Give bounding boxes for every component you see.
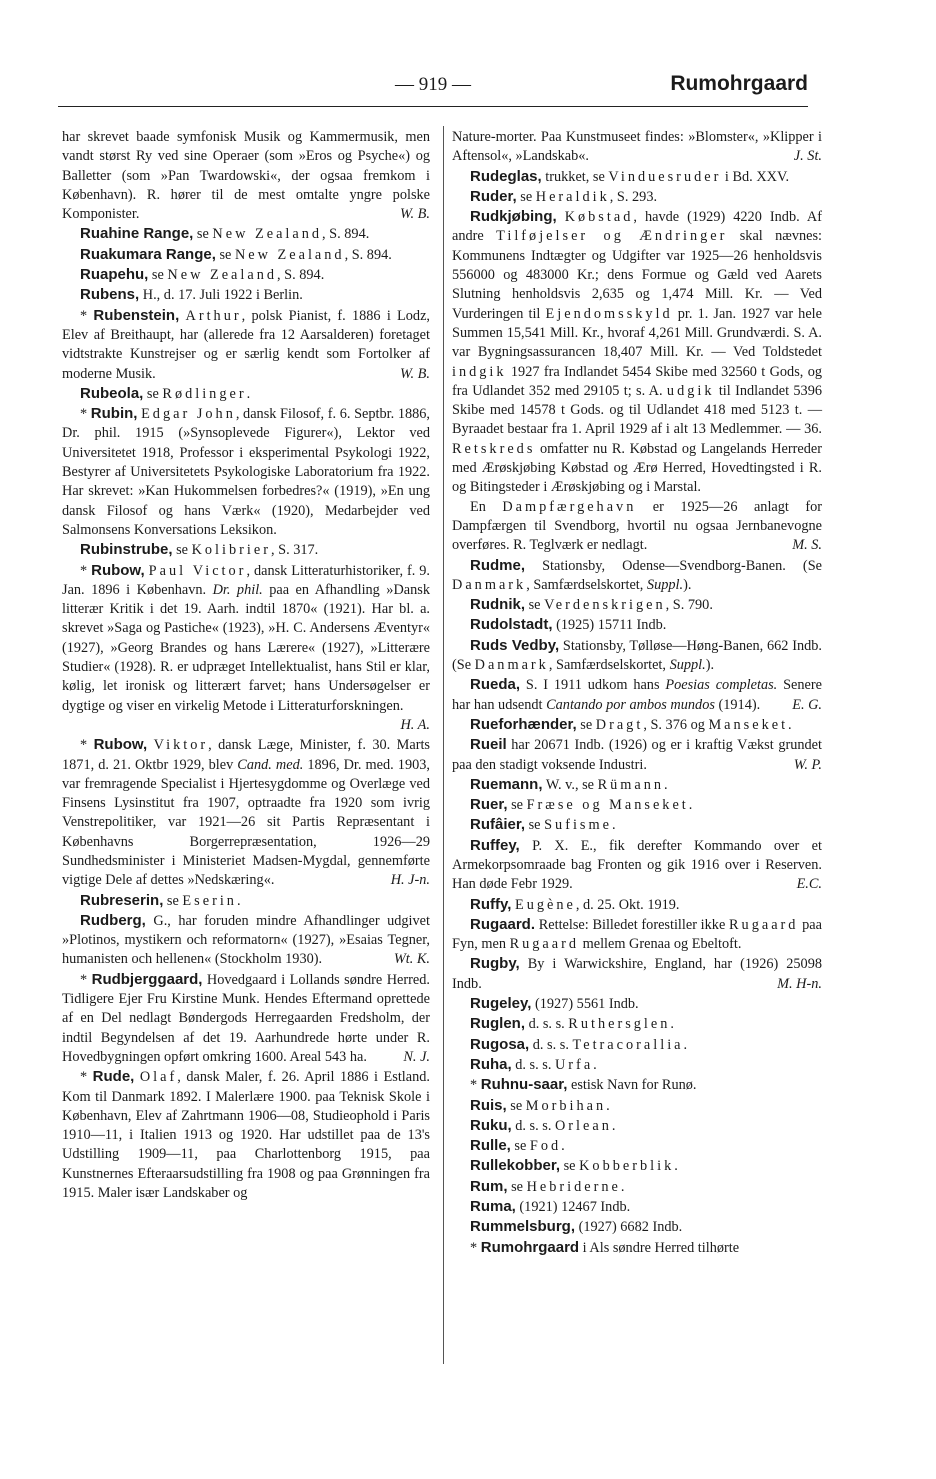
headword: Rummelsburg,	[470, 1218, 576, 1236]
headword: Rugosa,	[470, 1035, 530, 1053]
entry-ruku: Ruku, d. s. s. Orlean.	[470, 1116, 616, 1134]
cross-reference: New Zealand	[167, 267, 278, 284]
headword: Ruma,	[470, 1198, 516, 1216]
cross-reference: Verdenskrigen	[544, 597, 666, 614]
entry-rullekobber: Rullekobber, se Kobberblik.	[470, 1157, 678, 1175]
headword: Rubenstein,	[93, 306, 180, 324]
cross-reference: New Zealand	[234, 246, 345, 263]
headword: Ruhnu-saar,	[480, 1076, 568, 1094]
left-column	[62, 128, 430, 1203]
entry-rueil: Rueil har 20671 Indb. (1926) og er i kraftig Vækst grundet paa den stadigt voksende Industri. W. P.	[452, 735, 822, 775]
cross-reference: Danmark	[474, 657, 549, 674]
entry-ruma: Ruma, (1921) 12467 Indb.	[470, 1198, 631, 1216]
headword: Ruffy,	[470, 895, 512, 913]
entry-ruds-vedby: Ruds Vedby, Stationsby, Tølløse—Høng-Banen, 662 Indb. (Se Danmark, Samfærdselskortet, Suppl.).	[452, 636, 822, 674]
entry-rude: * Rude, Olaf, dansk Maler, f. 26. April 1886 i Estland. Kom til Danmark 1892. I Malerlære 1900. paa Teknisk Skole i København, Elev af Zahrtmann 1906—08, Studieophold i Paris 1910—11, i Italien 1913 og 1920. Har udstillet paa de 13's Udstilling 1909—11, paa Charlottenborg 1915, paa Kunstnernes Efteraarsudstilling fra 1908 og paa Grønningen fra 1915. Maler især Landskaber og	[62, 1068, 430, 1202]
cross-reference: Tetracorallia	[572, 1036, 684, 1053]
signature: N. J.	[403, 1048, 430, 1065]
headword: Rubow,	[93, 736, 148, 754]
entry-rudberg: Rudberg, G., har foruden mindre Afhandlinger udgivet »Plotinos, mystikern och reformatorn« (1927), »Esaias Tegner, humanisten och hellenen« (Stockholm 1930). Wt. K.	[62, 911, 430, 970]
headword: Ruahine Range,	[80, 225, 194, 243]
cross-reference: New Zealand	[212, 226, 323, 243]
entry-rudkjobing-dampfaergehavn: En Dampfærgehavn er 1925—26 anlagt for Dampfærgen til Svendborg, hvortil nu ogsaa Jernbanevogne overføres. R. Teglværk er nedlagt. M. S.	[452, 498, 822, 556]
headword: Rueforhænder,	[470, 715, 577, 733]
entry-ruhnu-saar: * Ruhnu-saar, estisk Navn for Runø.	[470, 1076, 697, 1094]
signature: H. J-n.	[390, 872, 430, 889]
entry-rudbjerggaard: * Rudbjerggaard, Hovedgaard i Lollands søndre Herred. Tidligere Ejer Fru Kirstine Munk. Hendes Eftermand oprettede af en Del nedlagt Bøndergods Herregaarden Fredsholm, der indtil Begyndelsen af det 19. Aarhundrede hørte under R. Hovedbygningen opført omkring 1600. Areal 543 ha. N. J.	[62, 970, 430, 1067]
headword: Rude,	[92, 1068, 135, 1086]
headword: Rudnik,	[470, 596, 525, 614]
signature: H. A.	[400, 716, 430, 733]
entry-ruer: Ruer, se Fræse og Manseket.	[470, 796, 693, 814]
entry-rudeglas: Rudeglas, trukket, se Vinduesruder i Bd. XXV.	[470, 167, 790, 185]
signature: W. B.	[399, 365, 430, 382]
headword: Ruis,	[470, 1096, 507, 1114]
headword: Rum,	[470, 1177, 508, 1195]
headword: Ruemann,	[470, 775, 543, 793]
entry-ruder: Ruder, se Heraldik, S. 293.	[470, 187, 658, 205]
entry-rudolstadt: Rudolstadt, (1925) 15711 Indb.	[470, 616, 667, 634]
right-column	[452, 128, 822, 1258]
entry-rufaier: Rufâier, se Sufisme.	[470, 816, 616, 834]
entry-ruakumara-range: Ruakumara Range, se New Zealand, S. 894.	[80, 245, 392, 263]
headword: Rubreserin,	[80, 891, 164, 909]
entry-rudkjobing: Rudkjøbing, Købstad, havde (1929) 4220 Indb. Af andre Tilføjelser og Ændringer skal nævnes: Kommunens Indtægter og Udgifter var 1925—26 henholdsvis 556000 og 483000 Kr.; dens Formue og Gæld ved Aarets Slutning henholdsvis 2,635 og 1,474 Mill. Kr. — Ved Vurderingen til Ejendomsskyld pr. 1. Jan. 1927 var hele Summen 15,541 Mill. Kr., hvoraf 4,261 Mill. Grundværdi. S. A. var Bygningsassurancen 18,407 Mill. Kr. — Ved Toldstedet indgik 1927 fra Indlandet 5454 Skibe med 32560 t Gods, og fra Udlandet 352 med 29105 t; s. A. udgik til Indlandet 5396 Skibe med 14578 t Gods. og til Udlandet 418 med 5123 t. — Byraadet bestaar fra 1. April 1929 af i alt 13 Medlemmer. — 36. Retskreds omfatter nu R. Købstad og Langelands Herreder med Ærøskjøbing Købstad og Ærø Herred, Hovedtingsted i R. og Bitingsteder i Ærøskjøbing og i Marstal.	[452, 208, 822, 496]
entry-rugaard: Rugaard. Rettelse: Billedet forestiller ikke Rugaard paa Fyn, men Rugaard mellem Grenaa og Ebeltoft.	[452, 915, 822, 953]
headword: Ruku,	[470, 1116, 512, 1134]
entry-ruglen: Ruglen, d. s. s. Ruthersglen.	[470, 1015, 674, 1033]
headword: Rubow,	[91, 561, 145, 579]
signature: W. P.	[793, 756, 822, 773]
signature: E.C.	[796, 876, 822, 893]
headword: Rugby,	[470, 955, 520, 973]
cross-reference: Ruthersglen	[568, 1016, 671, 1033]
cross-reference: Kobberblik	[579, 1158, 675, 1175]
entry-rubin: * Rubin, Edgar John, dansk Filosof, f. 6. Septbr. 1886, Dr. phil. 1915 (»Synsoplevede Figurer«), Lektor ved Universitetet 1918, Professor i eksperimental Psykologi 1922, Bestyrer af Universitetets Psykologiske Laboratorium fra 1922. Har skrevet: »Kan Hukommelsen forbedres?« (1919), »En ung dansk Filosof og hans Værk« (1920), Medarbejder ved Salmonsens Konversations Leksikon.	[62, 405, 430, 538]
headword: Ruakumara Range,	[80, 245, 216, 263]
cross-reference: Dragt	[595, 716, 644, 733]
cross-reference: Fræse og Manseket	[526, 797, 689, 814]
entry-ruis: Ruis, se Morbihan.	[470, 1096, 610, 1114]
cross-reference: Heraldik	[535, 188, 610, 205]
running-head: Rumohrgaard	[670, 72, 808, 95]
signature: J. St.	[793, 148, 822, 165]
entry-ruapehu: Ruapehu, se New Zealand, S. 894.	[80, 266, 325, 284]
page-number: — 919 —	[395, 74, 471, 95]
cross-reference: Rümann	[597, 776, 665, 793]
entry-rubinstrube: Rubinstrube, se Kolibrier, S. 317.	[80, 541, 319, 559]
cross-reference: Morbihan	[525, 1097, 607, 1114]
cross-reference: Eserin	[182, 892, 237, 909]
headword: Rufâier,	[470, 816, 526, 834]
cross-reference: Orlean	[554, 1117, 612, 1134]
headword: Rudme,	[470, 556, 526, 574]
headword: Rudberg,	[80, 911, 146, 929]
headword: Rubinstrube,	[80, 541, 173, 559]
headword: Rueda,	[470, 676, 521, 694]
entry-rulle: Rulle, se Fod.	[470, 1137, 565, 1155]
headword: Rubens,	[80, 286, 140, 304]
headword: Rudkjøbing,	[470, 208, 557, 226]
headword: Ruder,	[470, 187, 517, 205]
cross-reference: Danmark	[452, 576, 527, 593]
headword: Rueil	[470, 736, 507, 754]
cross-reference: Vinduesruder	[608, 168, 722, 185]
headword: Ruha,	[470, 1055, 512, 1073]
headword: Rudolstadt,	[470, 616, 553, 634]
entry-rueforhaender: Rueforhænder, se Dragt, S. 376 og Manseket.	[470, 715, 792, 733]
entry-rugosa: Rugosa, d. s. s. Tetracorallia.	[470, 1035, 688, 1053]
entry-rubreserin: Rubreserin, se Eserin.	[80, 891, 241, 909]
entry-ruffy: Ruffy, Eugène, d. 25. Okt. 1919.	[470, 895, 680, 913]
entry-rubeola: Rubeola, se Rødlinger.	[80, 384, 251, 402]
column-divider	[443, 126, 444, 1364]
signature: M. S.	[792, 537, 822, 554]
headword: Rubin,	[90, 405, 138, 423]
entry-rum: Rum, se Hebriderne.	[470, 1177, 625, 1195]
entry-rubenstein: * Rubenstein, Arthur, polsk Pianist, f. 1886 i Lodz, Elev af Breithaupt, har (allerede fra 12 Aarsalderen) foretaget vidtstrakte Kunstrejser og er særlig kendt som Fortolker af moderne Musik. W. B.	[62, 306, 430, 384]
cross-reference: Fod	[529, 1138, 562, 1155]
signature: Wt. K.	[393, 951, 430, 968]
headword: Rugeley,	[470, 995, 532, 1013]
entry-continuation: har skrevet baade symfonisk Musik og Kammermusik, men vandt størst Ry ved sine Operaer (som »Eros og Psyche«) og Balletter (som »Pan Twardowski«, der ogsaa fremkom i København). R. hører til de mest omtalte yngre polske Komponister. W. B.	[62, 128, 430, 224]
cross-reference: Rødlinger	[162, 385, 247, 402]
entry-continuation: Nature-morter. Paa Kunstmuseet findes: »Blomster«, »Klipper i Aftensol«, »Landskab«. J. St.	[452, 128, 822, 167]
entry-ruha: Ruha, d. s. s. Urfa.	[470, 1055, 597, 1073]
headword: Ruglen,	[470, 1015, 525, 1033]
entry-ruemann: Ruemann, W. v., se Rümann.	[470, 775, 668, 793]
signature: E. G.	[792, 696, 822, 713]
entry-rugby: Rugby, By i Warwickshire, England, har (1926) 25098 Indb. M. H-n.	[452, 954, 822, 994]
headword: Rumohrgaard	[480, 1238, 580, 1256]
headword: Ruapehu,	[80, 266, 149, 284]
cross-reference: Urfa	[554, 1056, 594, 1073]
headword: Rudeglas,	[470, 167, 542, 185]
entry-rummelsburg: Rummelsburg, (1927) 6682 Indb.	[470, 1218, 683, 1236]
entry-rudnik: Rudnik, se Verdenskrigen, S. 790.	[470, 596, 713, 614]
entry-ruahine-range: Ruahine Range, se New Zealand, S. 894.	[80, 225, 370, 243]
entry-rumohrgaard: * Rumohrgaard i Als søndre Herred tilhørte	[470, 1238, 740, 1256]
entry-rubow-viktor: * Rubow, Viktor, dansk Læge, Minister, f. 30. Marts 1871, d. 21. Oktbr 1929, blev Cand. med. 1896, Dr. med. 1903, var fremragende Specialist i Hjertesygdomme og Overlæge ved Finsens Lysinstitut fra 1907, optraadte fra 1920 som ivrig Venstrepolitiker, var 1921—26 sit Partis Repræsentant i Københavns Borgerrepræsentation, 1926—29 Sundhedsminister i Ministeriet Madsen-Mygdal, gennemførte vigtige Dele af dettes »Nedskæring«. H. J-n.	[62, 735, 430, 890]
headword: Ruer,	[470, 796, 508, 814]
cross-reference: Hebriderne	[526, 1178, 621, 1195]
headword: Rulle,	[470, 1137, 511, 1155]
signature: M. H-n.	[777, 975, 822, 992]
headword: Rugaard.	[470, 915, 536, 933]
page-header	[58, 70, 808, 107]
headword: Rubeola,	[80, 384, 144, 402]
headword: Ruffey,	[470, 836, 520, 854]
entry-rugeley: Rugeley, (1927) 5561 Indb.	[470, 995, 639, 1013]
entry-rubens: Rubens, H., d. 17. Juli 1922 i Berlin.	[80, 286, 303, 304]
signature: W. B.	[399, 206, 430, 223]
cross-reference: Sufisme	[544, 817, 612, 834]
entry-rudme: Rudme, Stationsby, Odense—Svendborg-Banen. (Se Danmark, Samfærdselskortet, Suppl.).	[452, 556, 822, 593]
cross-reference: Manseket	[708, 716, 789, 733]
entry-rubow-paul: * Rubow, Paul Victor, dansk Litteraturhistoriker, f. 9. Jan. 1896 i København. Dr. phil. paa en Afhandling »Dansk litterær Kritik i det 19. Aarh. indtil 1870« (1921). Har bl. a. skrevet »Saga og Pastiche« (1923), »H. C. Andersens Æventyr« (1927), »Georg Brandes og hans Lærere« (1927), »Litterære Studier« (1928). R. er udpræget Intellektualist, hans Stil er klar, kølig, let ironisk og litterært farvet; hans Undersøgelser er dygtige og viser en virkelig Metode i Litteraturforskningen. H. A.	[62, 561, 430, 716]
headword: Rudbjerggaard,	[91, 970, 203, 988]
cross-reference: Kolibrier	[191, 542, 271, 559]
entry-rueda: Rueda, S. I 1911 udkom hans Poesias completas. Senere har han udsendt Cantando por ambos mundos (1914). E. G.	[452, 675, 822, 715]
entry-ruffey: Ruffey, P. X. E., fik derefter Kommando over et Armekorpsomraade bag Fronten og gik 1916 over i Reserven. Han døde Febr 1929. E.C.	[452, 836, 822, 895]
headword: Rullekobber,	[470, 1157, 561, 1175]
headword: Ruds Vedby,	[470, 636, 560, 654]
